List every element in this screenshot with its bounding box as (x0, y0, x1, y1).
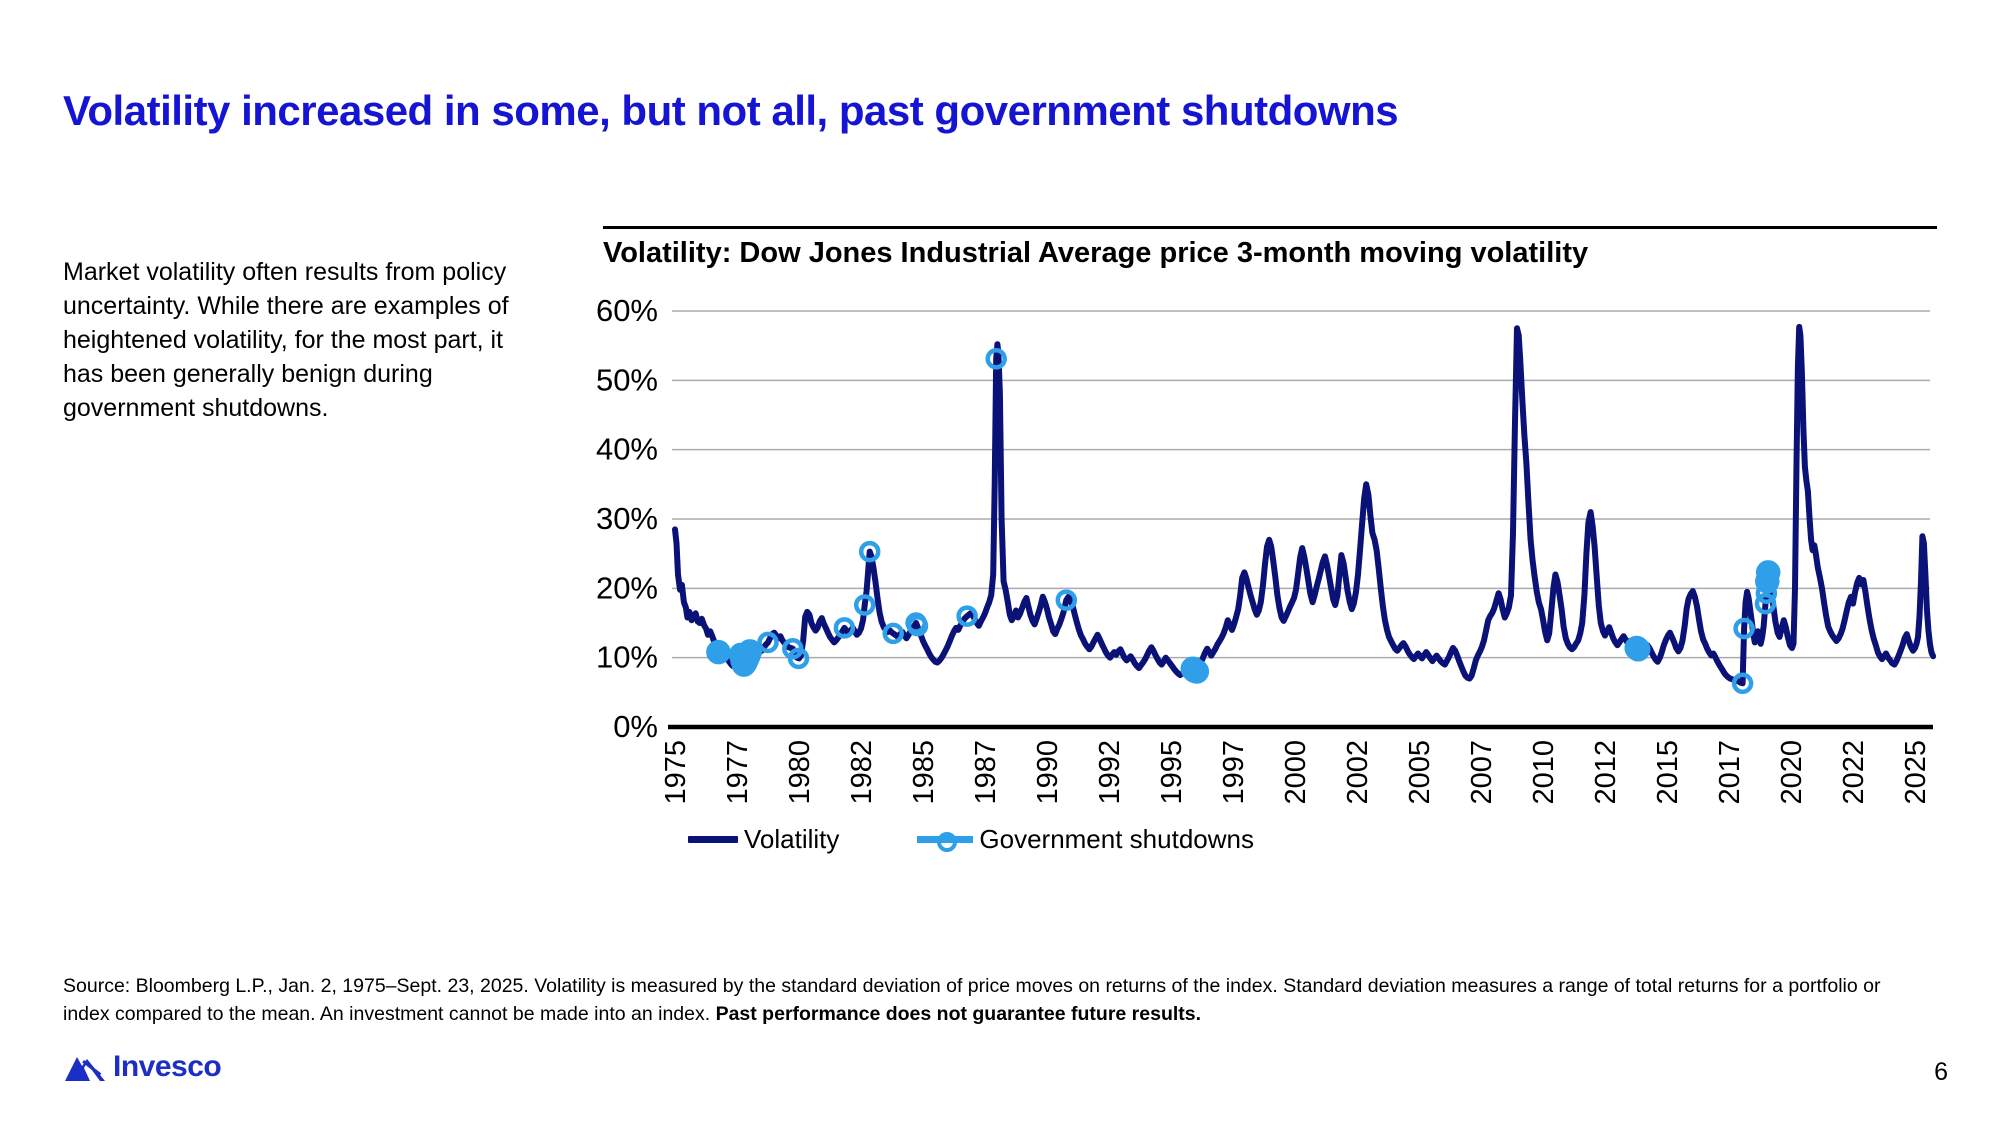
invesco-wordmark: Invesco (113, 1050, 222, 1083)
invesco-mountain-icon (64, 1050, 106, 1084)
y-tick-label-0: 0% (613, 709, 658, 744)
source-disclaimer-bold: Past performance does not guarantee future results. (715, 1002, 1202, 1025)
x-tick-label-1987: 1987 (970, 740, 1002, 805)
y-tick-label-60: 60% (595, 293, 658, 328)
legend-item-volatility (688, 824, 839, 855)
x-tick-label-2015: 2015 (1652, 740, 1684, 805)
shutdown-marker (1187, 662, 1207, 682)
x-tick-label-1992: 1992 (1094, 740, 1126, 805)
shutdown-marker-swatch-icon (917, 831, 973, 849)
shutdown-marker (740, 641, 760, 661)
legend-label-shutdowns: Government shutdowns (979, 824, 1254, 854)
x-tick-label-1982: 1982 (846, 740, 878, 805)
chart-title: Volatility: Dow Jones Industrial Average price 3-month moving volatility (603, 237, 1589, 269)
shutdown-marker (1758, 562, 1778, 582)
x-tick-label-2005: 2005 (1404, 740, 1436, 805)
commentary-text: Market volatility often results from policy uncertainty. While there are examples of heightened volatility, for the most part, it has been generally benign during government shutdowns. (63, 258, 509, 422)
legend-item-shutdowns (917, 824, 1254, 855)
x-tick-label-2022: 2022 (1838, 740, 1870, 805)
y-tick-label-20: 20% (595, 570, 658, 606)
x-tick-label-1975: 1975 (660, 740, 692, 805)
x-tick-label-2017: 2017 (1714, 740, 1746, 805)
legend-label-volatility: Volatility (744, 824, 840, 854)
x-tick-label-1985: 1985 (908, 740, 940, 805)
source-text: Source: Bloomberg L.P., Jan. 2, 1975–Sept. 23, 2025. Volatility is measured by the standard deviation of price moves on returns of the index. Standard deviation measures a range of total returns for a portfolio or index compared to the mean. An investment cannot be made into an index. (63, 974, 1881, 1025)
shutdown-marker (708, 642, 728, 662)
x-tick-label-2010: 2010 (1528, 740, 1560, 805)
source-footnote (63, 972, 1911, 1028)
slide-title: Volatility increased in some, but not all, past government shutdowns (63, 87, 1399, 135)
shutdown-marker (1628, 639, 1648, 659)
x-tick-label-2002: 2002 (1342, 740, 1374, 805)
invesco-logo (64, 1050, 221, 1084)
y-tick-label-10: 10% (595, 639, 658, 675)
x-tick-label-2025: 2025 (1900, 740, 1932, 805)
x-tick-label-2020: 2020 (1776, 740, 1808, 805)
x-tick-label-1997: 1997 (1218, 740, 1250, 805)
x-tick-label-1990: 1990 (1032, 740, 1064, 805)
x-tick-label-2000: 2000 (1280, 740, 1312, 805)
page-number: 6 (1934, 1058, 1948, 1086)
y-tick-label-30: 30% (595, 501, 658, 536)
y-tick-label-50: 50% (595, 362, 658, 398)
x-tick-label-1977: 1977 (722, 740, 754, 805)
x-tick-label-2012: 2012 (1590, 740, 1622, 805)
y-tick-label-40: 40% (595, 431, 658, 467)
x-tick-label-1980: 1980 (784, 740, 816, 805)
chart-legend (688, 824, 1254, 855)
x-tick-label-1995: 1995 (1156, 740, 1188, 805)
x-tick-label-2007: 2007 (1466, 740, 1498, 805)
volatility-line-swatch-icon (688, 836, 738, 843)
